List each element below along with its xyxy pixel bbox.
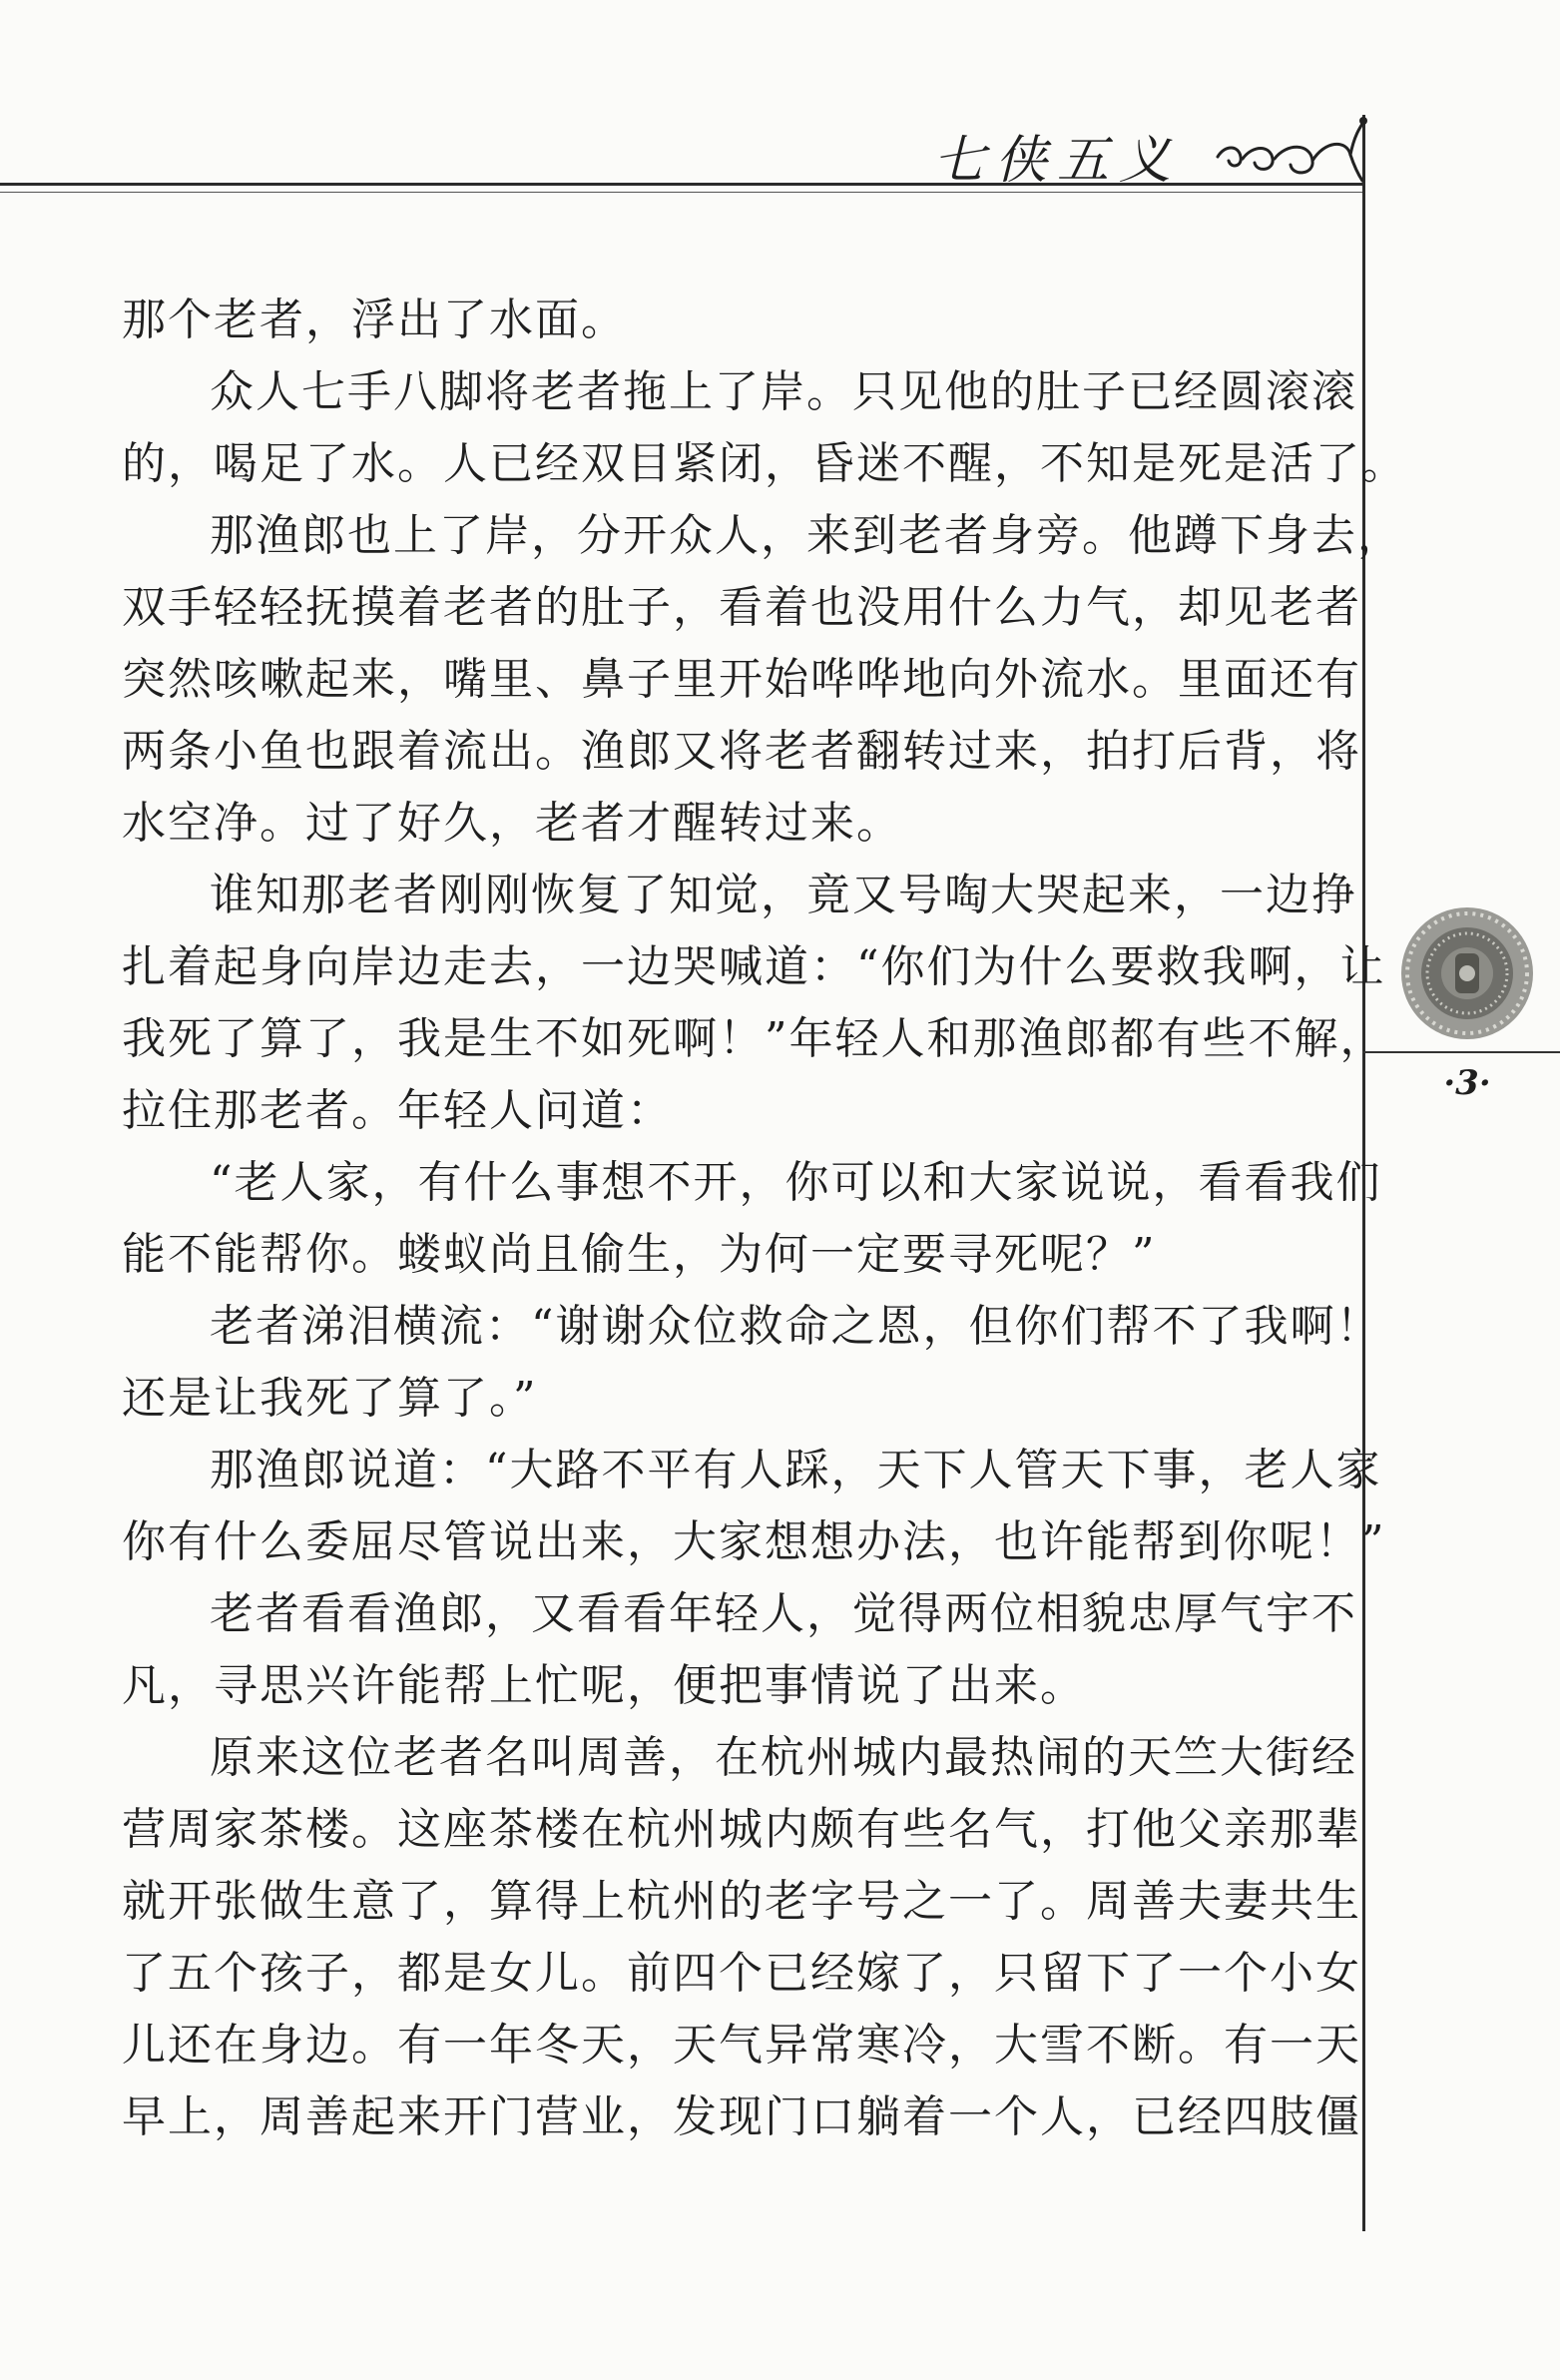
text-line: 了五个孩子，都是女儿。前四个已经嫁了，只留下了一个小女 [122,1948,1361,1999]
text-line: 你有什么委屈尽管说出来，大家想想办法，也许能帮到你呢！” [122,1516,1386,1567]
text-line: 还是让我死了算了。” [122,1373,538,1424]
text-line: 就开张做生意了，算得上杭州的老字号之一了。周善夫妻共生 [122,1876,1361,1927]
page-number-rule [1362,1051,1560,1053]
text-line: 拉住那老者。年轻人问道： [122,1085,673,1136]
text-line: 营周家茶楼。这座茶楼在杭州城内颇有些名气，打他父亲那辈 [122,1804,1361,1855]
text-line: 那渔郎说道：“大路不平有人踩，天下人管天下事，老人家 [210,1445,1382,1495]
text-line: 能不能帮你。蝼蚁尚且偷生，为何一定要寻死呢？” [122,1229,1157,1280]
text-line: 原来这位老者名叫周善，在杭州城内最热闹的天竺大街经 [210,1732,1357,1783]
text-line: “老人家，有什么事想不开，你可以和大家说说，看看我们 [210,1157,1382,1208]
scroll-ornament-icon [1213,115,1367,183]
round-medallion-icon [1397,903,1537,1043]
text-line: 老者涕泪横流：“谢谢众位救命之恩，但你们帮不了我啊！ [210,1301,1382,1352]
body-text [122,285,1407,2153]
text-line: 早上，周善起来开门营业，发现门口躺着一个人，已经四肢僵 [122,2091,1361,2142]
text-line: 那渔郎也上了岸，分开众人，来到老者身旁。他蹲下身去， [210,510,1403,561]
page-number: ·3· [1443,1063,1491,1103]
text-line: 两条小鱼也跟着流出。渔郎又将老者翻转过来，拍打后背，将 [122,726,1361,777]
text-line: 的，喝足了水。人已经双目紧闭，昏迷不醒，不知是死是活了。 [122,438,1407,489]
text-line: 水空净。过了好久，老者才醒转过来。 [122,798,902,849]
text-line: 凡，寻思兴许能帮上忙呢，便把事情说了出来。 [122,1660,1086,1711]
text-line: 我死了算了，我是生不如死啊！”年轻人和那渔郎都有些不解， [122,1013,1386,1064]
text-line: 老者看看渔郎，又看看年轻人，觉得两位相貌忠厚气宇不 [210,1588,1357,1639]
text-line: 儿还在身边。有一年冬天，天气异常寒冷，大雪不断。有一天 [122,2020,1361,2071]
text-line: 扎着起身向岸边走去，一边哭喊道：“你们为什么要救我啊，让 [122,941,1386,992]
running-title: 七侠五义 [933,131,1182,191]
text-line: 双手轻轻抚摸着老者的肚子，看着也没用什么力气，却见老者 [122,582,1361,633]
text-line: 众人七手八脚将老者拖上了岸。只见他的肚子已经圆滚滚 [210,366,1357,417]
text-line: 那个老者，浮出了水面。 [122,295,627,345]
text-line: 谁知那老者刚刚恢复了知觉，竟又号啕大哭起来，一边挣 [210,870,1357,920]
text-line: 突然咳嗽起来，嘴里、鼻子里开始哗哗地向外流水。里面还有 [122,654,1361,705]
